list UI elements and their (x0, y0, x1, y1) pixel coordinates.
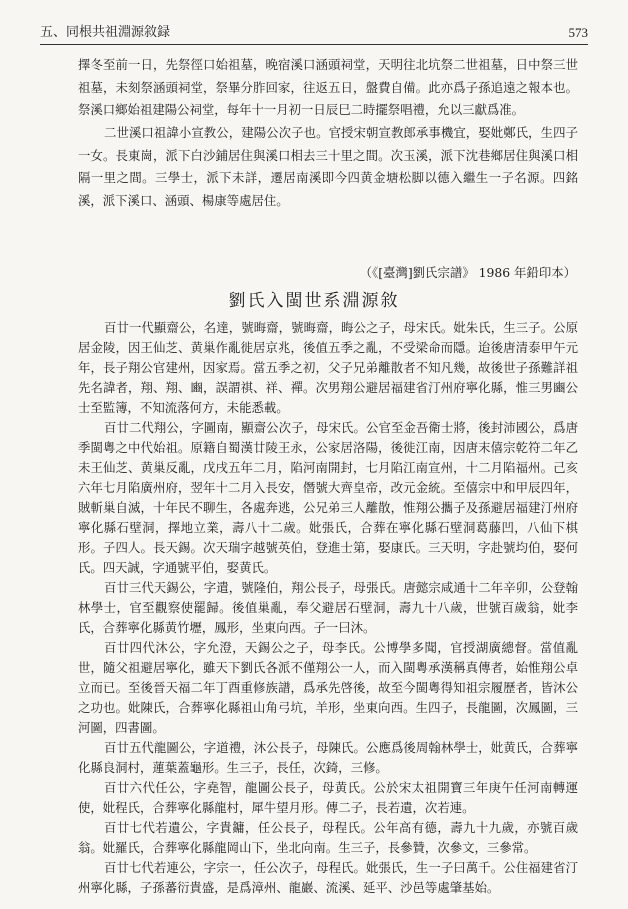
paragraph-second-generation: 二世溪口祖諱小宣教公，建陽公次子也。官授宋朝宣教郎承事機宜，娶妣鄭氏，生四子一女。長東崗，派下白沙鋪居住與溪口相去三十里之間。次玉溪，派下沈巷鄉居住與溪口相隔一里之間。三學士，派下未詳，遷居南溪即今四黄金塘松脚以德入繼生一子名源。四銘溪，派下溪口、涵頭、楊康等處居住。 (78, 125, 578, 208)
source-citation: （《[臺灣]劉氏宗譜》 1986 年鉛印本） (359, 265, 576, 280)
paragraph-gen-126: 百廿六代任公，字堯智，龍圖公長子，母黄氏。公於宋太祖開寶三年庚午任河南轉運使，妣程氏，合葬寧化縣龍村，犀牛望月形。傳二子，長若遺，次若連。 (78, 780, 578, 815)
paragraph-gen-127-ruolian: 百廿七代若連公，字宗一，任公次子，母程氏。妣張氏，生一子曰萬千。公住福建省汀州寧化縣，子孫蕃衍貴盛，是爲漳州、龍巖、流溪、延平、沙邑等處肇基始。 (78, 860, 578, 895)
paragraph-gen-123: 百廿三代天錫公，字遣，號隆伯，翔公長子，母張氏。唐懿宗咸通十二年辛卯，公登翰林學士，官至觀察使罷歸。後值巢亂，奉父避居石壁洞，壽九十八歲，世號百歲翁，妣李氏，合葬寧化縣黄竹壢，鳳形，坐東向西。子一曰沐。 (78, 580, 578, 635)
paragraph-gen-125: 百廿五代龍圖公，字道禮，沐公長子，母陳氏。公應爲後周翰林學士，妣黄氏，合葬寧化縣良洞村，蓮葉蓋龜形。生三子，長任，次錡，三修。 (78, 740, 578, 775)
paragraph-ritual: 擇冬至前一日，先祭徑口始祖墓，晚宿溪口涵頭祠堂，天明往北坑祭二世祖墓，日中祭三世祖墓，未刻祭涵頭祠堂，祭畢分胙回家，往返五日，盤費自備。此亦爲子孫追遠之報本也。祭溪口鄉始祖建陽公祠堂，每年十一月初一日辰巳二時擺祭唱禮，允以三獻爲准。 (78, 57, 578, 117)
paragraph-gen-127-ruoyi: 百廿七代若遺公，字貴鏞，任公長子，母程氏。公年高有德，壽九十九歲，亦號百歲翁。妣羅氏，合葬寧化縣龍岡山下，坐北向南。生三子，長參贊，次參文，三參常。 (78, 820, 578, 855)
paragraph-gen-122: 百廿二代翔公，字圖南，顯齋公次子，母宋氏。公官至金吾衛士將，後封沛國公，爲唐季閩粵之中代始祖。原籍自蜀漢廿陵王永，公家居洛陽，後徙江南，因唐末僖宗乾符二年乙未王仙芝、黄巢反亂，戊戌五年二月，陷河南開封，七月陷江南宣州，十二月陷福州。己亥六年七月陷廣州府，翌年十二月入長安，僭號大齊皇帝，改元金統。至僖宗中和甲辰四年，賊斬巢自滅，十年民不聊生，各處奔逃，公兄弟三人離散，惟翔公攜子及孫避居福建汀州府寧化縣石壁洞，擇地立業，壽八十二歲。妣張氏，合葬在寧化縣石壁洞葛藤凹，八仙下棋形。子四人。長天錫。次天瑞字越號英伯，登進士第，娶康氏。三天明，字赴號均伯，娶何氏。四天誠，字通號平伯，娶黄氏。 (78, 420, 578, 575)
chapter-title: 五、同根共祖淵源敘録 (40, 25, 171, 40)
paragraph-gen-124: 百廿四代沐公，字允澄，天錫公之子，母李氏。公博學多聞，官授湖廣總督。當值亂世，隨父祖避居寧化，雖天下劉氏各派不僅翔公一人，而入閩粵承漢稱真傳者，始惟翔公卓立而已。至後晉天福二年丁酉重修族譜，爲承先啓後，故至今閩粵得知祖宗履歷者，皆沐公之功也。妣陳氏，合葬寧化縣祖山角弓坑，羊形，坐東向西。生四子，長龍圖，次鳳圖，三河圖，四書圖。 (78, 640, 578, 735)
page-header (40, 22, 588, 45)
paragraph-gen-121: 百廿一代顯齋公，名達，號晦齋，號晦齋，晦公之子，母宋氏。妣朱氏，生三子。公原居金陵，因王仙芝、黄巢作亂徙居京兆，後值五季之亂，不受梁命而隱。迨後唐清泰甲午元年，長子翔公官建州，因家焉。當五季之初，父子兄弟離散者不知凡幾，故後世子孫難詳祖先名諱者，翔、翔、豳，誤謂祺、祥、禪。次男翔公避居福建省汀州府寧化縣，惟三男豳公士至監簿，不知流落何方，未能悉載。 (78, 320, 578, 415)
page-number: 573 (568, 25, 588, 40)
section-heading: 劉氏入閩世系淵源敘 (228, 291, 400, 311)
